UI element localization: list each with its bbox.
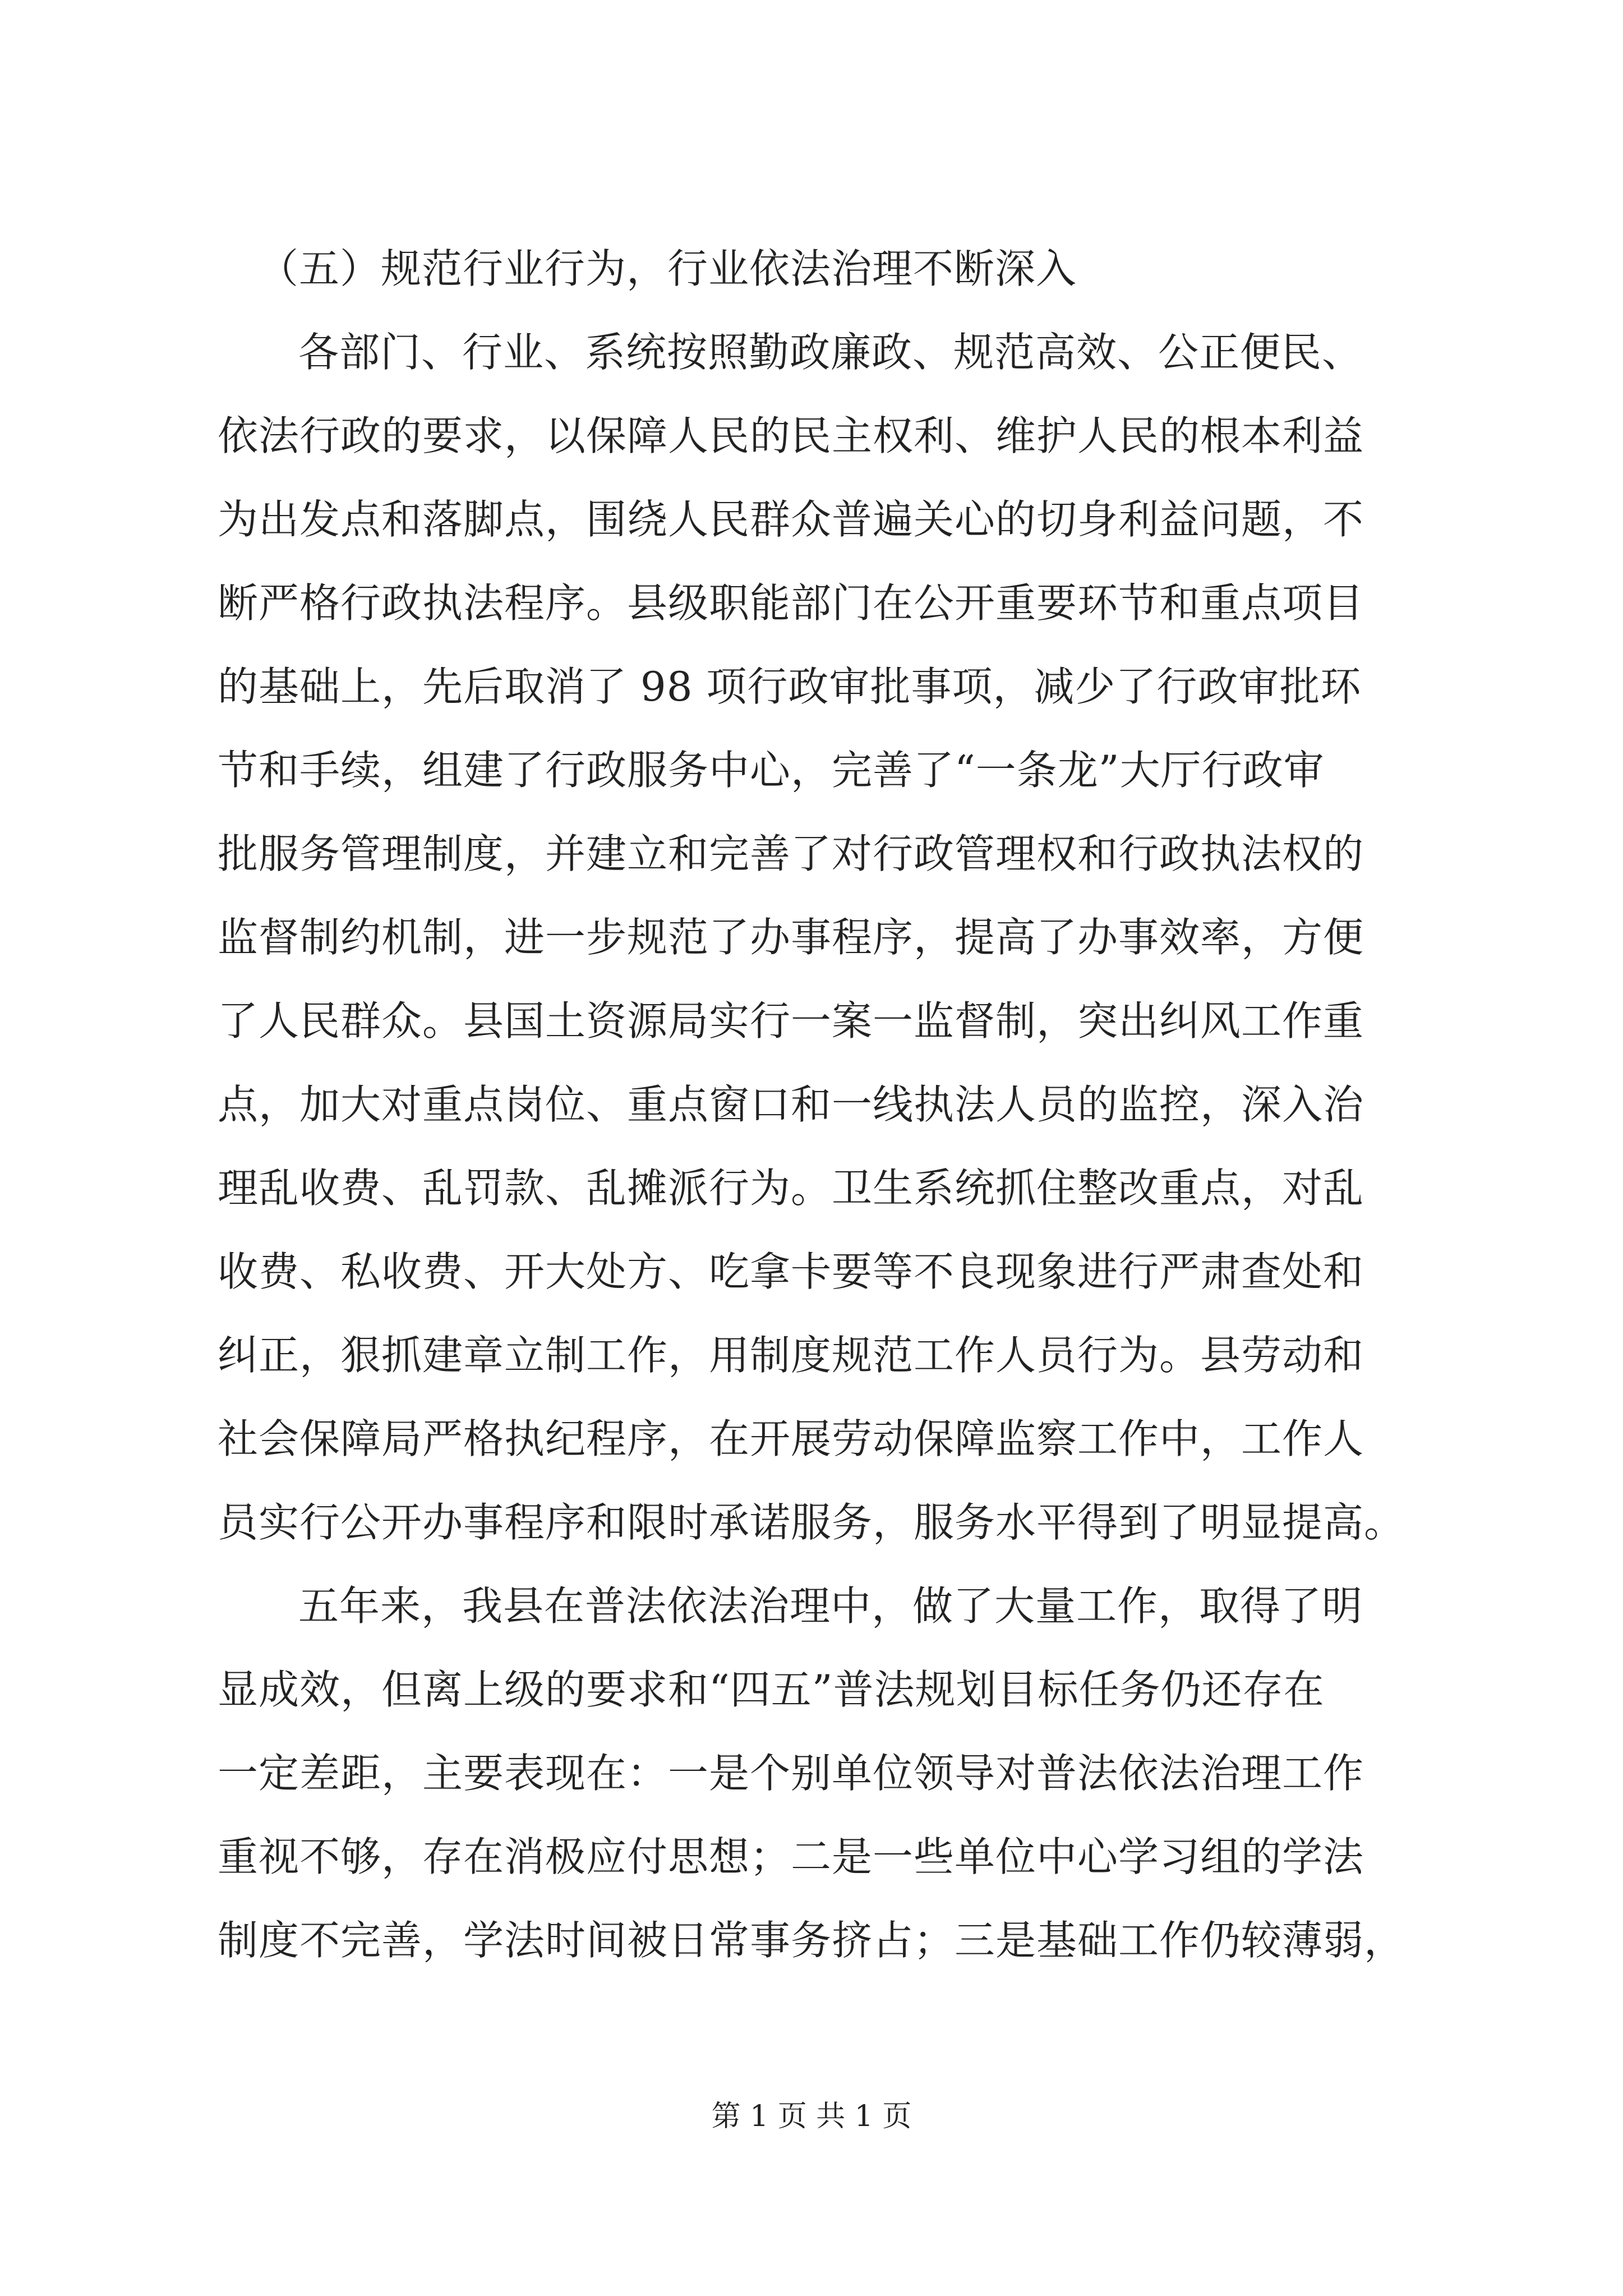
document-body [218, 227, 1422, 1982]
paragraph-line: 员实行公开办事程序和限时承诺服务，服务水平得到了明显提高。 [218, 1499, 1405, 1546]
paragraph-line: 理乱收费、乱罚款、乱摊派行为。卫生系统抓住整改重点，对乱 [218, 1165, 1364, 1212]
paragraph-line: 纠正，狠抓建章立制工作，用制度规范工作人员行为。县劳动和 [218, 1332, 1364, 1379]
page-footer: 第 1 页 共 1 页 [711, 2100, 912, 2133]
paragraph-line: 批服务管理制度，并建立和完善了对行政管理权和行政执法权的 [218, 830, 1364, 877]
paragraph-line: 点，加大对重点岗位、重点窗口和一线执法人员的监控，深入治 [218, 1081, 1364, 1128]
paragraph-line: 显成效，但离上级的要求和“四五”普法规划目标任务仍还存在 [218, 1666, 1325, 1713]
paragraph-line: 收费、私收费、开大处方、吃拿卡要等不良现象进行严肃查处和 [218, 1248, 1364, 1295]
paragraph-line: 了人民群众。县国土资源局实行一案一监督制，突出纠风工作重 [218, 997, 1364, 1045]
paragraph-line: 监督制约机制，进一步规范了办事程序，提高了办事效率，方便 [218, 914, 1364, 961]
paragraph-line: 节和手续，组建了行政服务中心，完善了“一条龙”大厅行政审 [218, 747, 1325, 794]
paragraph-line: 社会保障局严格执纪程序，在开展劳动保障监察工作中，工作人 [218, 1415, 1364, 1462]
section-heading: （五）规范行业行为，行业依法治理不断深入 [258, 245, 1077, 292]
paragraph-line: 重视不够，存在消极应付思想；二是一些单位中心学习组的学法 [218, 1833, 1364, 1880]
paragraph-line: 制度不完善，学法时间被日常事务挤占；三是基础工作仍较薄弱， [218, 1917, 1405, 1964]
paragraph-2 [218, 1565, 1422, 1982]
paragraph-line: 的基础上，先后取消了 98 项行政审批事项，减少了行政审批环 [218, 663, 1362, 710]
paragraph-line: 依法行政的要求，以保障人民的民主权利、维护人民的根本利益 [218, 412, 1364, 459]
paragraph-line: 各部门、行业、系统按照勤政廉政、规范高效、公正便民、 [298, 329, 1363, 376]
paragraph-1 [218, 311, 1422, 1565]
paragraph-line: 为出发点和落脚点，围绕人民群众普遍关心的切身利益问题，不 [218, 496, 1364, 543]
paragraph-line: 五年来，我县在普法依法治理中，做了大量工作，取得了明 [298, 1582, 1363, 1630]
paragraph-line: 一定差距，主要表现在：一是个别单位领导对普法依法治理工作 [218, 1750, 1364, 1797]
paragraph-line: 断严格行政执法程序。县级职能部门在公开重要环节和重点项目 [218, 579, 1364, 627]
